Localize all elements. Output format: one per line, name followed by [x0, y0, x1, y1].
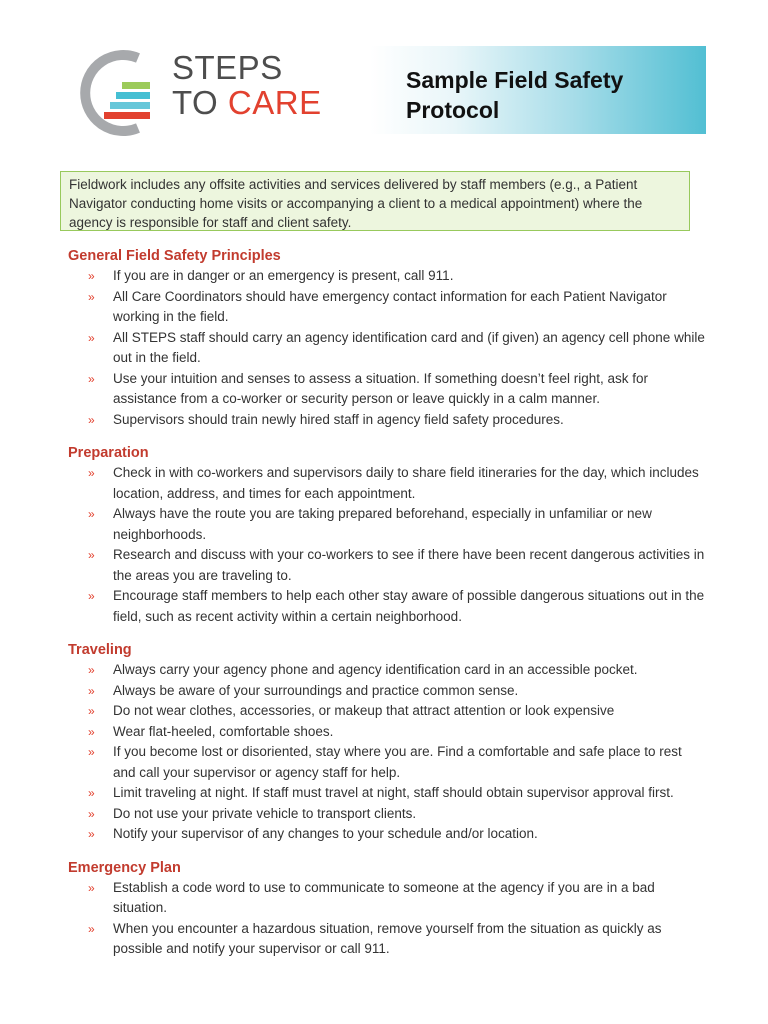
intro-box: Fieldwork includes any offsite activities and services delivered by staff members (e.g., a Patient Navigator conducting home visits or accompanying a client to a medical appointment) where the agency is responsible for staff and client safety. [60, 171, 690, 231]
list-item [68, 586, 708, 627]
list-item-text: Check in with co-workers and supervisors daily to share field itineraries for the day, which includes location, address, and times for each appointment. [113, 465, 699, 501]
list-item-text: Use your intuition and senses to assess a situation. If something doesn’t feel right, ask for assistance from a co-worker or security person or leave quickly in a calm manner. [113, 370, 649, 406]
list-item [68, 369, 708, 410]
list-item [68, 410, 708, 431]
list-item-text: Encourage staff members to help each other stay aware of possible dangerous situations out in the field, such as recent activity within a certain neighborhood. [113, 588, 705, 624]
section [68, 640, 708, 845]
list-item-text: Always carry your agency phone and agency identification card in an accessible pocket. [113, 662, 638, 677]
section-title: Emergency Plan [68, 859, 181, 876]
document-content [68, 246, 708, 973]
bullet-list [68, 463, 708, 627]
list-item-text: Always be aware of your surroundings and practice common sense. [113, 682, 519, 698]
list-item [68, 742, 708, 783]
bullet-marker-icon: » [88, 269, 95, 283]
logo-line-steps: STEPS [172, 49, 283, 86]
title-band [370, 46, 706, 134]
list-item [68, 804, 708, 825]
document-header [0, 0, 768, 150]
bullet-marker-icon: » [88, 724, 95, 739]
page-title: Sample Field Safety Protocol [406, 67, 624, 123]
list-item [68, 287, 708, 328]
steps-to-care-logo [66, 48, 366, 138]
bullet-marker-icon: » [88, 806, 95, 821]
list-item-text: Supervisors should train newly hired staff in agency field safety procedures. [113, 411, 564, 427]
bullet-marker-icon: » [88, 371, 95, 386]
list-item [68, 504, 708, 545]
bullet-marker-icon: » [88, 704, 95, 718]
list-item [68, 266, 708, 287]
section-title: Preparation [68, 445, 149, 461]
logo-line-to-care [172, 85, 322, 120]
bullet-marker-icon: » [88, 663, 95, 677]
bullet-marker-icon: » [88, 683, 95, 698]
steps-to-care-logo-icon [66, 48, 166, 138]
list-item [68, 463, 708, 504]
bullet-marker-icon: » [88, 330, 95, 345]
section [68, 246, 708, 430]
section-title: General Field Safety Principles [68, 248, 281, 264]
list-item [68, 783, 708, 804]
bullet-marker-icon: » [88, 466, 95, 480]
list-item-text: Always have the route you are taking prepared beforehand, especially in unfamiliar or new neighborhoods. [113, 506, 652, 542]
bullet-list [68, 878, 708, 960]
list-item-text: Research and discuss with your co-workers to see if there have been recent dangerous activities in the areas you are traveling to. [113, 547, 705, 583]
list-item [68, 722, 708, 743]
bullet-marker-icon: » [88, 412, 95, 427]
list-item-text: Notify your supervisor of any changes to your schedule and/or location. [113, 826, 538, 841]
bullet-marker-icon: » [88, 548, 95, 562]
bullet-marker-icon: » [88, 921, 95, 936]
list-item [68, 878, 708, 919]
bullet-marker-icon: » [88, 880, 95, 895]
list-item [68, 701, 708, 722]
list-item-text: All Care Coordinators should have emergency contact information for each Patient Navigator working in the field. [113, 288, 667, 324]
bullet-marker-icon: » [88, 289, 95, 304]
list-item-text: Do not wear clothes, accessories, or makeup that attract attention or look expensive [113, 703, 615, 718]
bullet-marker-icon: » [88, 827, 95, 841]
list-item [68, 545, 708, 586]
list-item [68, 681, 708, 702]
bullet-marker-icon: » [88, 786, 95, 800]
list-item-text: When you encounter a hazardous situation, remove yourself from the situation as quickly as possible and notify your supervisor or call 911. [113, 920, 662, 956]
logo-word-care: CARE [227, 84, 322, 121]
list-item [68, 919, 708, 960]
list-item-text: All STEPS staff should carry an agency identification card and (if given) an agency cell phone while out in the field. [113, 329, 705, 365]
list-item-text: Limit traveling at night. If staff must travel at night, staff should obtain supervisor approval first. [113, 785, 674, 800]
section [68, 443, 708, 627]
logo-word-to: TO [172, 84, 228, 121]
section-title: Traveling [68, 642, 132, 658]
list-item-text: Establish a code word to use to communicate to someone at the agency if you are in a bad situation. [113, 879, 655, 915]
bullet-list [68, 266, 708, 430]
bullet-marker-icon: » [88, 589, 95, 603]
list-item [68, 824, 708, 845]
list-item [68, 328, 708, 369]
list-item-text: If you become lost or disoriented, stay where you are. Find a comfortable and safe place to rest and call your supervisor or agency staff for help. [113, 744, 682, 780]
list-item-text: If you are in danger or an emergency is present, call 911. [113, 268, 454, 283]
bullet-marker-icon: » [88, 507, 95, 521]
logo-wordmark [172, 50, 322, 120]
list-item-text: Do not use your private vehicle to transport clients. [113, 805, 417, 821]
bullet-list [68, 660, 708, 845]
section [68, 858, 708, 960]
list-item [68, 660, 708, 681]
list-item-text: Wear flat-heeled, comfortable shoes. [113, 723, 334, 739]
bullet-marker-icon: » [88, 745, 95, 759]
